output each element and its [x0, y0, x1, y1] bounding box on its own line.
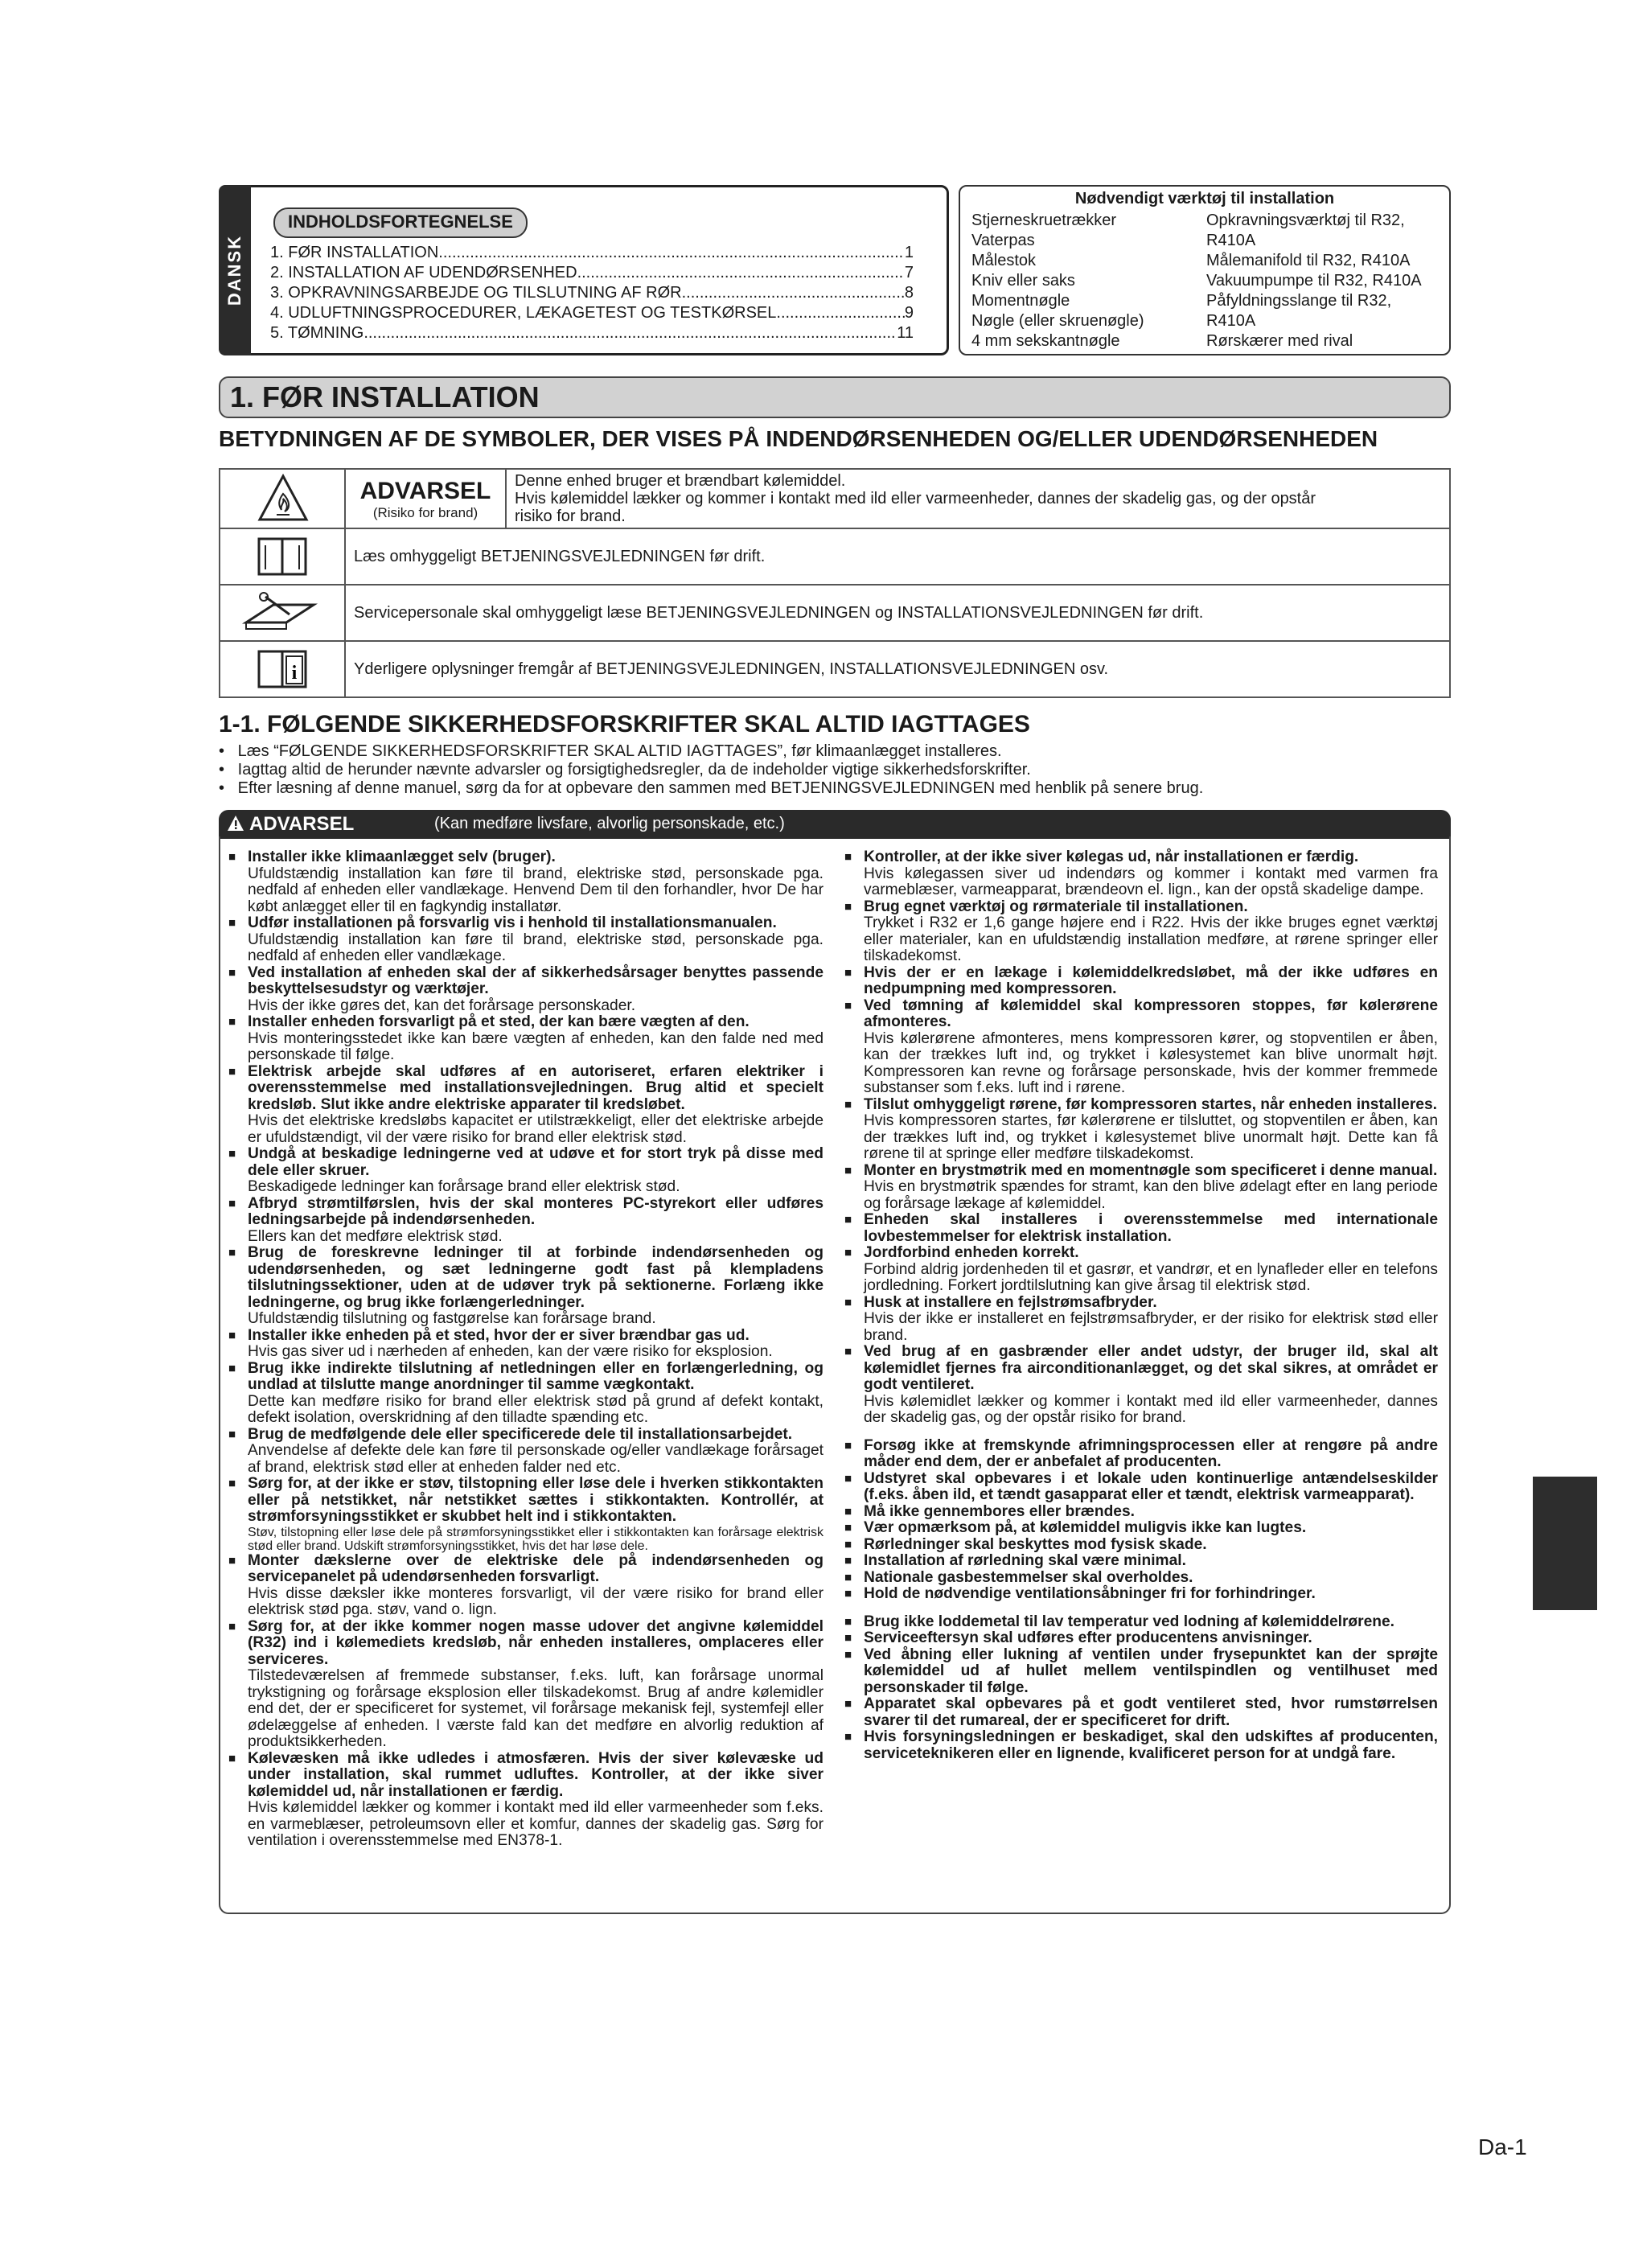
toc-item[interactable]: 4. UDLUFTNINGSPROCEDURER, LÆKAGETEST OG TESTKØRSEL ..... 9 [270, 303, 914, 323]
warning-item [843, 1630, 1438, 1647]
warning-item [227, 1361, 824, 1427]
warning-item-heading: ■ Afbryd strømtilførslen, hvis der skal monteres PC-styrekort eller udføres ledningsarbejde på indendørsenheden. [248, 1194, 824, 1228]
warning-right-column [843, 849, 1438, 1762]
warning-item [227, 1619, 824, 1751]
warning-item [227, 849, 824, 915]
warning-sublabel: (Risiko for brand) [372, 505, 478, 520]
warning-item-heading: ■ Vær opmærksom på, at kølemiddel muligvis ikke kan lugtes. [864, 1519, 1307, 1536]
warning-item [227, 965, 824, 1015]
safety-heading: 1-1. FØLGENDE SIKKERHEDSFORSKRIFTER SKAL ALTID IAGTTAGES [219, 711, 1030, 738]
spacer [843, 1603, 1438, 1614]
warning-item [227, 1427, 824, 1477]
warning-item-heading: ■ Sørg for, at der ikke er støv, tilstopning eller løse dele i hverken stikkontakten eller på netstikket, når netstikket sættes i stikkontakten. Kontrollér, at strømforsyningsstikket er skubbet helt ind i stikkontakten. [248, 1475, 824, 1525]
warning-item-text: Ufuldstændig installation kan føre til brand, elektriske stød, personskade pga. nedfald af enheden eller vandlækage. Henvend Dem til den forhandler, hvor De har købt anlægget eller til en fagkyndig installatør. [248, 865, 824, 915]
warning-item [843, 1344, 1438, 1427]
safety-bullet: • Efter læsning af denne manuel, sørg da for at opbevare den sammen med BETJENINGSVEJLEDNINGEN med henblik på senere brug. [219, 779, 1204, 797]
warning-item [843, 998, 1438, 1097]
tool-item: Rørskærer med rival [1206, 332, 1353, 350]
warning-item-text: Hvis kølemiddel lækker og kommer i kontakt med ild eller varmeenheder som f.eks. en varmeblæser, petroleumsovn eller et komfur, dannes der skadelig gas. Sørg for ventilation i overensstemmelse med EN378-1. [248, 1799, 824, 1849]
flammable-warning-icon [257, 473, 309, 523]
warning-item [843, 1471, 1438, 1504]
table-divider [505, 468, 507, 528]
warning-item-text: Ufuldstændig tilslutning og fastgørelse kan forårsage brand. [248, 1310, 656, 1327]
warning-item-text: Hvis kølemidlet lækker og kommer i kontakt med ild eller varmeenheder, dannes der skadelig gas, og der opstår risiko for brand. [864, 1392, 1438, 1426]
warning-item [843, 1212, 1438, 1245]
warning-item-heading: ■ Serviceeftersyn skal udføres efter producentens anvisninger. [864, 1629, 1312, 1646]
toc-title: INDHOLDSFORTEGNELSE [273, 207, 528, 238]
warning-item-text: Hvis der ikke er installeret en fejlstrømsafbryder, er der risiko for elektrisk stød eller brand. [864, 1310, 1438, 1344]
warning-item-heading: ■ Brug ikke loddemetal til lav temperatur ved lodning af kølemiddelrørene. [864, 1613, 1394, 1630]
warning-item-heading: ■ Kølevæsken må ikke udledes i atmosfæren. Hvis der siver kølevæske ud under installation, skal rummet udluftes. Kontroller, at der ikke siver kølemiddel ud, når installationen er færdig. [248, 1749, 824, 1800]
warning-item-text: Trykket i R32 er 1,6 gange højere end i R22. Hvis der ikke bruges egnet værktøj eller materialer, kan en ufuldstændig installation medføre, at rørene springer eller tilskadekomst. [864, 914, 1438, 964]
toc-item[interactable]: 5. TØMNING ..... 11 [270, 323, 914, 343]
warning-item-heading: ■ Udstyret skal opbevares i et lokale uden kontinuerlige antændelseskilder (f.eks. åben ild, et tændt gasapparat eller et tændt, elektrisk varmeapparat). [864, 1469, 1438, 1503]
warning-item [843, 1295, 1438, 1345]
toc-item[interactable]: 2. INSTALLATION AF UDENDØRSENHED ..... 7 [270, 263, 914, 282]
symbol-desc-read: Læs omhyggeligt BETJENINGSVEJLEDNINGEN før drift. [354, 548, 766, 565]
toc-item[interactable]: 1. FØR INSTALLATION ..... 1 [270, 243, 914, 262]
warning-item-text: Støv, tilstopning eller løse dele på strømforsyningsstikket eller i stikkontakten kan forårsage elektrisk stød eller brand. Udskift strømforsyningsstikket, hvis det har løse dele. [248, 1525, 824, 1553]
warning-item-heading: ■ Brug de foreskrevne ledninger til at forbinde indendørsenheden og udendørsenheden, og sæt ledningerne godt fast på klempladens tilslutningssektioner, uden at de udøver tryk på sektionerne. Forlæng ikke ledningerne, og brug ikke forlængerledninger. [248, 1244, 824, 1311]
warning-item [843, 1245, 1438, 1295]
toc-item[interactable]: 3. OPKRAVNINGSARBEJDE OG TILSLUTNING AF RØR ..... 8 [270, 283, 914, 302]
warning-item-heading: ■ Brug egnet værktøj og rørmateriale til installationen. [864, 898, 1248, 915]
symbol-desc-info: Yderligere oplysninger fremgår af BETJENINGSVEJLEDNINGEN, INSTALLATIONSVEJLEDNINGEN osv. [354, 660, 1109, 678]
warning-item-text: Hvis det elektriske kredsløbs kapacitet er utilstrækkeligt, eller det elektriske arbejde er ufuldstændigt, vil der være risiko for brand eller elektrisk stød. [248, 1112, 824, 1146]
warning-item-text: Forbind aldrig jordenheden til et gasrør, et vandrør, et en lynafleder eller en telefons jordledning. Forkert jordtilslutning kan give årsag til elektrisk stød. [864, 1260, 1438, 1294]
warning-item-heading: ■ Installation af rørledning skal være minimal. [864, 1552, 1186, 1569]
warning-item-heading: ■ Må ikke gennembores eller brændes. [864, 1502, 1135, 1520]
tool-item: 4 mm sekskantnøgle [971, 332, 1120, 350]
warning-bar [219, 810, 1451, 839]
warning-item-heading: ■ Installer ikke klimaanlægget selv (bruger). [248, 848, 556, 865]
warning-line: Hvis kølemiddel lækker og kommer i kontakt med ild eller varmeenheder, dannes der skadelig gas, og der opstår [515, 490, 1316, 507]
warning-item-heading: ■ Undgå at beskadige ledningerne ved at udøve et for stort tryk på disse med dele eller skruer. [248, 1145, 824, 1179]
warning-item-heading: ■ Husk at installere en fejlstrømsafbryder. [864, 1293, 1157, 1311]
tool-item: Momentnøgle [971, 292, 1070, 310]
warning-item-heading: ■ Apparatet skal opbevares på et godt ventileret sted, hvor rumstørrelsen svarer til det rumareal, der er specificeret for drift. [864, 1695, 1438, 1729]
warning-item-heading: ■ Ved brug af en gasbrænder eller andet udstyr, der bruger ild, skal alt kølemidlet fjernes fra airconditionanlægget, og det skal sikres, at området er godt ventileret. [864, 1343, 1438, 1393]
table-divider [219, 584, 1451, 585]
warning-item [843, 1647, 1438, 1697]
warning-item-text: Hvis monteringsstedet ikke kan bære vægten af enheden, kan den falde ned med personskade til følge. [248, 1029, 824, 1063]
warning-item [843, 1729, 1438, 1762]
safety-bullet: • Iagttag altid de herunder nævnte advarsler og forsigtighedsregler, da de indeholder vigtige sikkerhedsforskrifter. [219, 761, 1031, 779]
warning-item [227, 1014, 824, 1064]
warning-item-text: Hvis kølegassen siver ud indendørs og kommer i kontakt med varmen fra varmeblæser, varmeapparat, brændeovn el. lign., kan der opstå skadelige dampe. [864, 865, 1438, 898]
warning-item-heading: ■ Jordforbind enheden korrekt. [864, 1244, 1079, 1261]
warning-item-text: Dette kan medføre risiko for brand eller elektrisk stød på grund af defekt kontakt, defekt isolation, overskridning af den tilladte spænding etc. [248, 1392, 824, 1426]
warning-item-heading: ■ Tilslut omhyggeligt rørene, før kompressoren startes, når enheden installeres. [864, 1095, 1437, 1113]
warning-item-heading: ■ Forsøg ikke at fremskynde afrimningsprocessen eller at rengøre på andre måder end dem, der er anbefalet af producenten. [864, 1436, 1438, 1470]
warning-item [843, 1097, 1438, 1163]
warning-item-heading: ■ Monter en brystmøtrik med en momentnøgle som specificeret i denne manual. [864, 1161, 1438, 1179]
warning-item [227, 1146, 824, 1196]
tool-item: Stjerneskruetrækker [971, 212, 1117, 229]
tool-item: Nøgle (eller skruenøgle) [971, 312, 1144, 330]
warning-item-heading: ■ Ved tømning af kølemiddel skal kompressoren stoppes, før kølerørene afmonteres. [864, 996, 1438, 1030]
warning-item-text: Hvis gas siver ud i nærheden af enheden, kan der være risiko for eksplosion. [248, 1343, 773, 1360]
table-divider [219, 528, 1451, 529]
warning-item-heading: ■ Kontroller, at der ikke siver kølegas ud, når installationen er færdig. [864, 848, 1359, 865]
tool-item: R410A [1206, 232, 1256, 249]
warning-item [227, 1751, 824, 1850]
warning-item-heading: ■ Hvis der er en lækage i kølemiddelkredsløbet, må der ikke udføres en nedpumpning med kompressoren. [864, 963, 1438, 997]
tools-title: Nødvendigt værktøj til installation [1074, 190, 1335, 207]
warning-item-heading: ■ Ved installation af enheden skal der af sikkerhedsårsager benyttes passende beskyttelsesudstyr og værktøjer. [248, 963, 824, 997]
warning-item-heading: ■ Brug de medfølgende dele eller specificerede dele til installationsarbejdet. [248, 1425, 793, 1443]
warning-item [843, 965, 1438, 998]
warning-item-heading: ■ Enheden skal installeres i overensstemmelse med internationale lovbestemmelser for elektrisk installation. [864, 1211, 1438, 1245]
warning-item-heading: ■ Rørledninger skal beskyttes mod fysisk skade. [864, 1535, 1207, 1553]
warning-item [843, 1163, 1438, 1213]
tool-item: Målemanifold til R32, R410A [1206, 252, 1411, 269]
safety-bullet: • Læs “FØLGENDE SIKKERHEDSFORSKRIFTER SKAL ALTID IAGTTAGES”, før klimaanlægget installeres. [219, 742, 1002, 760]
warning-bar-label: ADVARSEL [249, 813, 355, 835]
warning-item-heading: ■ Brug ikke indirekte tilslutning af netledningen eller en forlængerledning, og undlad at tilslutte mange anordninger til samme vægkontakt. [248, 1359, 824, 1393]
spacer [843, 1427, 1438, 1438]
table-divider [219, 640, 1451, 642]
information-icon [254, 647, 310, 692]
section-title: 1. FØR INSTALLATION [230, 380, 540, 413]
warning-item [227, 1196, 824, 1246]
warning-item [843, 1570, 1438, 1587]
warning-item [227, 1245, 824, 1328]
warning-item-text: Hvis kølerørene afmonteres, mens kompressoren kører, og stopventilen er åben, kan der trækkes luft ind, og trykket i kølesystemet kan blive unormalt højt. Kompressoren kan revne og forårsage personskade, hvis der kommer fremmede substanser som f.eks. luft ind i rørene. [864, 1029, 1438, 1096]
warning-item [843, 1520, 1438, 1537]
tool-item: Vaterpas [971, 232, 1035, 249]
tool-item: Opkravningsværktøj til R32, [1206, 212, 1405, 229]
warning-item-heading: ■ Udfør installationen på forsvarlig vis i henhold til installationsmanualen. [248, 914, 777, 931]
language-label: DANSK [224, 234, 244, 306]
warning-item-heading: ■ Monter dækslerne over de elektriske dele på indendørsenheden og servicepanelet på udendørsenheden forsvarligt. [248, 1551, 824, 1585]
warning-item-heading: ■ Elektrisk arbejde skal udføres af en autoriseret, erfaren elektriker i overensstemmelse med installationsvejledningen. Brug altid et specielt kredsløb. Slut ikke andre elektriske apparater til kredsløbet. [248, 1062, 824, 1113]
warning-item-heading: ■ Hold de nødvendige ventilationsåbninger fri for forhindringer. [864, 1585, 1316, 1602]
warning-item [843, 849, 1438, 899]
language-tab [219, 185, 251, 355]
book-icon [254, 534, 310, 579]
warning-bar-note: (Kan medføre livsfare, alvorlig personskade, etc.) [434, 815, 785, 832]
warning-line: risiko for brand. [515, 507, 626, 525]
tool-item: Påfyldningsslange til R32, [1206, 292, 1392, 310]
warning-item [227, 1476, 824, 1553]
warning-item [227, 1328, 824, 1361]
warning-item [843, 1537, 1438, 1554]
warning-item-heading: ■ Installer ikke enheden på et sted, hvor der er siver brændbar gas ud. [248, 1326, 750, 1344]
tool-item: Målestok [971, 252, 1037, 269]
warning-item-heading: ■ Sørg for, at der ikke kommer nogen masse udover det angivne kølemiddel (R32) ind i kølemediets kredsløb, når enheden installeres, omplaceres eller serviceres. [248, 1617, 824, 1668]
warning-item-heading: ■ Hvis forsyningsledningen er beskadiget, skal den udskiftes af producenten, serviceteknikeren eller en lignende, kvalificeret person for at undgå fare. [864, 1728, 1438, 1762]
warning-line: Denne enhed bruger et brændbart kølemiddel. [515, 472, 846, 490]
svg-text:i: i [291, 663, 298, 684]
tool-item: Vakuumpumpe til R32, R410A [1206, 272, 1422, 290]
warning-item-text: Tilstedeværelsen af fremmede substanser, f.eks. luft, kan forårsage unormal trykstigning og forårsage eksplosion eller tilskadekomst. Brug af andre kølemidler end det, der er specificeret for systemet, vil forårsage mekanisk fejl, systemfejl eller ødelæggelse af enheden. I værste fald kan det medføre en alvorlig reduktion af produktsikkerheden. [248, 1667, 824, 1750]
symbols-heading: BETYDNINGEN AF DE SYMBOLER, DER VISES PÅ INDENDØRSENHEDEN OG/ELLER UDENDØRSENHEDEN [219, 426, 1378, 451]
warning-item-text: Anvendelse af defekte dele kan føre til personskade og/eller vandlækage forårsaget af brand, elektrisk stød eller at enheden falder ned etc. [248, 1442, 824, 1476]
warning-item [843, 1614, 1438, 1631]
warning-item-text: Ufuldstændig installation kan føre til brand, elektriske stød, personskade pga. nedfald af enheden eller vandlækage. [248, 931, 824, 964]
warning-item [227, 1553, 824, 1619]
warning-triangle-icon [227, 815, 244, 832]
warning-item-text: Hvis der ikke gøres det, kan det forårsage personskader. [248, 996, 636, 1014]
warning-item [843, 899, 1438, 965]
warning-item-text: Hvis en brystmøtrik spændes for stramt, kan den blive ødelagt efter en lang periode og forårsage lækage af kølemiddel. [864, 1178, 1438, 1212]
warning-label: ADVARSEL [359, 478, 491, 504]
warning-item [843, 1586, 1438, 1603]
warning-item [227, 915, 824, 965]
tool-item: Kniv eller saks [971, 272, 1075, 290]
page-number: Da-1 [1478, 2134, 1527, 2159]
warning-item [843, 1504, 1438, 1521]
warning-item-text: Hvis disse dæksler ikke monteres forsvarligt, vil der være risiko for brand eller elektrisk stød pga. støv, vand o. lign. [248, 1584, 824, 1618]
warning-item [843, 1438, 1438, 1471]
warning-item-heading: ■ Ved åbning eller lukning af ventilen under frysepunktet kan der sprøjte kølemiddel ud af hullet mellem ventilspindlen og ventilhuset med personskader til følge. [864, 1646, 1438, 1696]
tool-item: R410A [1206, 312, 1256, 330]
warning-left-column [227, 849, 824, 1850]
warning-item-text: Hvis kompressoren startes, før kølerørene er tilsluttet, og stopventilen er åben, kan der trækkes luft ind, og trykket i kølesystemet blive unormalt højt. Dette kan få rørene til at springe eller medføre tilskadekomst. [864, 1112, 1438, 1162]
service-manual-icon [241, 590, 322, 635]
warning-item-text: Beskadigede ledninger kan forårsage brand eller elektrisk stød. [248, 1178, 680, 1195]
symbol-desc-service: Servicepersonale skal omhyggeligt læse BETJENINGSVEJLEDNINGEN og INSTALLATIONSVEJLEDNINGEN før drift. [354, 604, 1204, 622]
warning-item [843, 1696, 1438, 1729]
warning-item-heading: ■ Installer enheden forsvarligt på et sted, der kan bære vægten af den. [248, 1013, 750, 1030]
side-tab [1533, 1477, 1597, 1610]
warning-item-text: Ellers kan det medføre elektrisk stød. [248, 1227, 503, 1245]
warning-item [843, 1553, 1438, 1570]
warning-item-heading: ■ Nationale gasbestemmelser skal overholdes. [864, 1568, 1193, 1586]
warning-item [227, 1064, 824, 1147]
